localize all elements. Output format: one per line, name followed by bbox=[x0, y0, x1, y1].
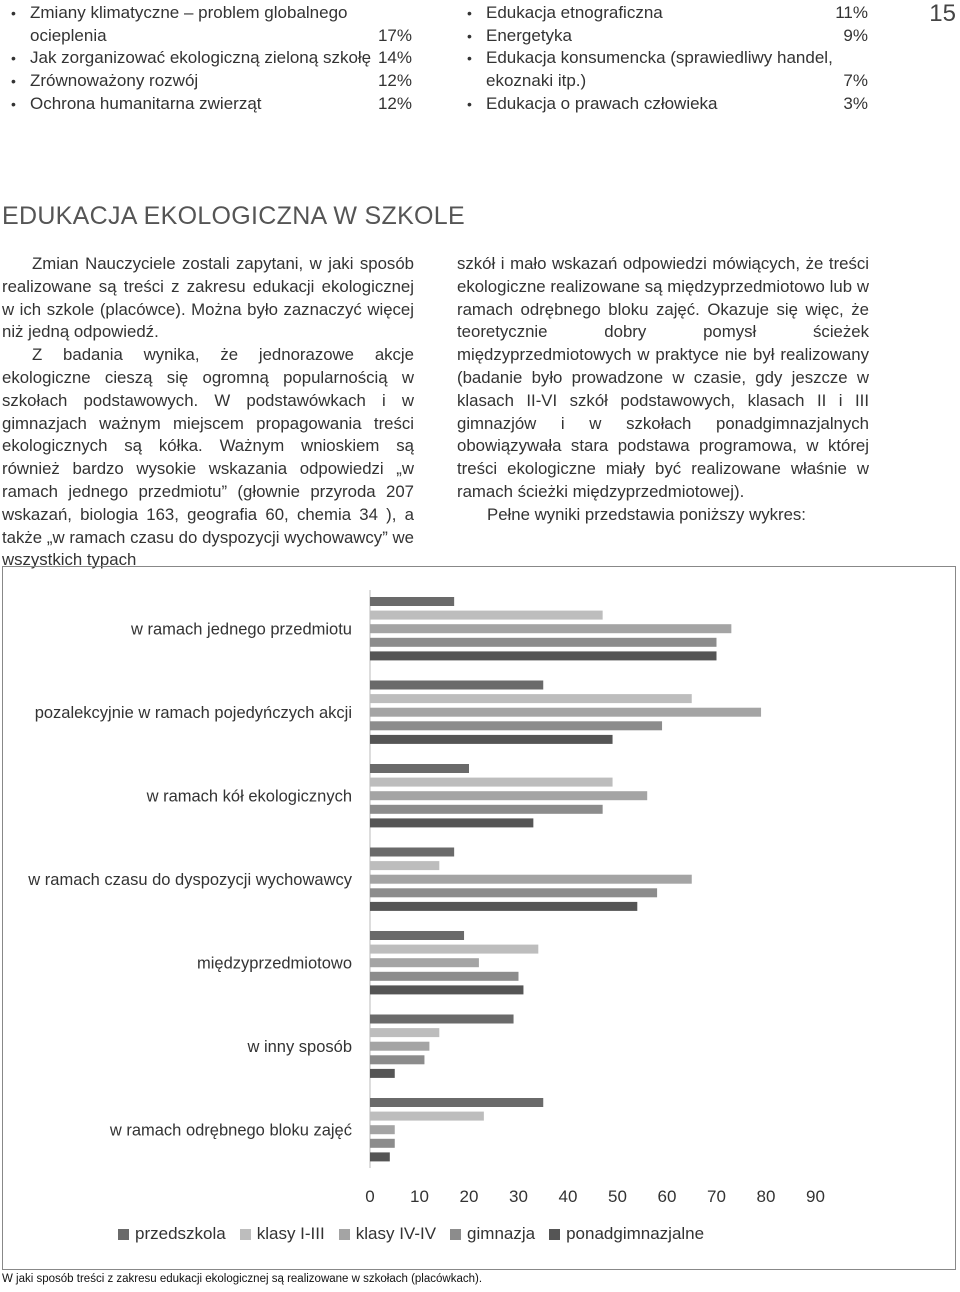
x-tick-label: 0 bbox=[365, 1187, 375, 1206]
bar bbox=[370, 945, 538, 954]
bar bbox=[370, 778, 613, 787]
paragraph: szkół i mało wskazań odpowiedzi mówiących, że treści ekologiczne realizowane są międzyprzedmiotowo lub w ramach odrębnego bloku zajęć. Okazuje się więc, że teoretycznie dobry pomysł ścieżek międzyprzedmiotowych w praktyce nie był realizowany (badanie było prowadzone w czasie, gdy jeszcze w klasach II-VI szkół podstawowych, klasach II i III gimnazjów i w szkołach ponadgimnazjalnych obowiązywała stara podstawa programowa, w której treści ekologiczne miały być realizowane właśnie w ramach ścieżki międzyprzedmiotowej). bbox=[457, 254, 869, 501]
x-tick-label: 40 bbox=[558, 1187, 578, 1206]
bar bbox=[370, 902, 637, 911]
list-item: • Zmiany klimatyczne – problem globalnego ocieplenia 17% bbox=[6, 2, 412, 47]
bar bbox=[370, 624, 731, 633]
legend-swatch bbox=[339, 1229, 350, 1240]
bar bbox=[370, 694, 692, 703]
list-item: • Energetyka 9% bbox=[462, 25, 868, 48]
bar bbox=[370, 875, 692, 884]
legend-item: ponadgimnazjalne bbox=[549, 1224, 704, 1244]
x-tick-label: 20 bbox=[459, 1187, 479, 1206]
legend-swatch bbox=[118, 1229, 129, 1240]
bar bbox=[370, 651, 717, 660]
bar bbox=[370, 848, 454, 857]
x-tick-label: 70 bbox=[707, 1187, 726, 1206]
bar bbox=[370, 818, 533, 827]
paragraph: Zmian Nauczyciele zostali zapytani, w jaki sposób realizowane są treści z zakresu edukacji ekologicznej w ich szkole (placówce). Można było zaznaczyć więcej niż jedną odpowiedź. bbox=[2, 254, 414, 342]
x-tick-label: 90 bbox=[806, 1187, 825, 1206]
section-heading: EDUKACJA EKOLOGICZNA W SZKOLE bbox=[2, 202, 465, 230]
bar bbox=[370, 735, 613, 744]
legend-swatch bbox=[549, 1229, 560, 1240]
category-label: w ramach odrębnego bloku zajęć bbox=[109, 1121, 352, 1140]
list-item-value: 9% bbox=[843, 25, 868, 45]
list-item: • Edukacja konsumencka (sprawiedliwy handel, ekoznaki itp.) 7% bbox=[462, 47, 868, 92]
bar bbox=[370, 985, 523, 994]
bar bbox=[370, 1125, 395, 1134]
x-tick-label: 30 bbox=[509, 1187, 528, 1206]
bar bbox=[370, 1112, 484, 1121]
list-item: • Zrównoważony rozwój 12% bbox=[6, 70, 412, 93]
legend-item: klasy I-III bbox=[240, 1224, 325, 1244]
bar bbox=[370, 1055, 424, 1064]
bar bbox=[370, 958, 479, 967]
page-number: 15 bbox=[929, 0, 956, 27]
bar bbox=[370, 611, 603, 620]
category-label: w ramach kół ekologicznych bbox=[146, 787, 352, 806]
bar bbox=[370, 1042, 429, 1051]
bar bbox=[370, 1139, 395, 1148]
bar bbox=[370, 597, 454, 606]
bar bbox=[370, 1028, 439, 1037]
bar bbox=[370, 805, 603, 814]
legend-item: klasy IV-IV bbox=[339, 1224, 436, 1244]
category-label: w inny sposób bbox=[247, 1038, 352, 1057]
paragraph: Pełne wyniki przedstawia poniższy wykres: bbox=[487, 504, 806, 524]
list-item-value: 17% bbox=[377, 25, 412, 45]
list-item-value: 11% bbox=[835, 3, 868, 22]
bar bbox=[370, 1069, 395, 1078]
list-item: • Edukacja o prawach człowieka 3% bbox=[462, 93, 868, 116]
legend-swatch bbox=[450, 1229, 461, 1240]
list-item-value: 7% bbox=[843, 71, 868, 91]
x-tick-label: 50 bbox=[608, 1187, 627, 1206]
category-label: w ramach czasu do dyspozycji wychowawcy bbox=[28, 871, 352, 890]
category-label: międzyprzedmiotowo bbox=[197, 954, 352, 973]
bar bbox=[370, 638, 717, 647]
bar bbox=[370, 791, 647, 800]
list-item: • Edukacja etnograficzna 11% bbox=[462, 2, 868, 25]
bar bbox=[370, 721, 662, 730]
bar bbox=[370, 972, 519, 981]
bar bbox=[370, 708, 761, 717]
list-item-value: 14% bbox=[377, 48, 412, 68]
bar bbox=[370, 1152, 390, 1161]
x-tick-label: 80 bbox=[756, 1187, 776, 1206]
bar bbox=[370, 764, 469, 773]
x-tick-label: 10 bbox=[410, 1187, 429, 1206]
chart-legend bbox=[118, 1224, 704, 1244]
list-item: • Jak zorganizować ekologiczną zieloną szkołę 14% bbox=[6, 47, 412, 70]
list-item: • Ochrona humanitarna zwierząt 12% bbox=[6, 93, 412, 116]
bar bbox=[370, 1015, 514, 1024]
bar bbox=[370, 888, 657, 897]
bar bbox=[370, 861, 439, 870]
bar bbox=[370, 931, 464, 940]
bar bbox=[370, 1098, 543, 1107]
paragraph: Z badania wynika, że jednorazowe akcje ekologiczne cieszą się ogromną popularnością w szkołach podstawowych. W podstawówkach i w gimnazjach ważnym miejscem propagowania treści ekologicznych są kółka. Ważnym wnioskiem są również bardzo wysokie wskazania odpowiedzi „w ramach jednego przedmiotu” (głownie przyroda 207 wskazań, biologia 163, geografia 60, chemia 34 ), a także „w ramach czasu do dyspozycji wychowawcy” we wszystkich typach bbox=[2, 345, 414, 570]
bar bbox=[370, 681, 543, 690]
x-tick-label: 60 bbox=[657, 1187, 677, 1206]
legend-item: gimnazja bbox=[450, 1224, 535, 1244]
legend-swatch bbox=[240, 1229, 251, 1240]
list-item-value: 3% bbox=[843, 93, 868, 113]
category-label: pozalekcyjnie w ramach pojedyńczych akcji bbox=[34, 704, 352, 723]
category-label: w ramach jednego przedmiotu bbox=[130, 620, 352, 639]
legend-item: przedszkola bbox=[118, 1224, 226, 1244]
figure-caption: W jaki sposób treści z zakresu edukacji ekologicznej są realizowane w szkołach (placówkach). bbox=[2, 1273, 483, 1285]
list-item-value: 12% bbox=[377, 93, 412, 113]
list-item-value: 12% bbox=[377, 71, 412, 91]
